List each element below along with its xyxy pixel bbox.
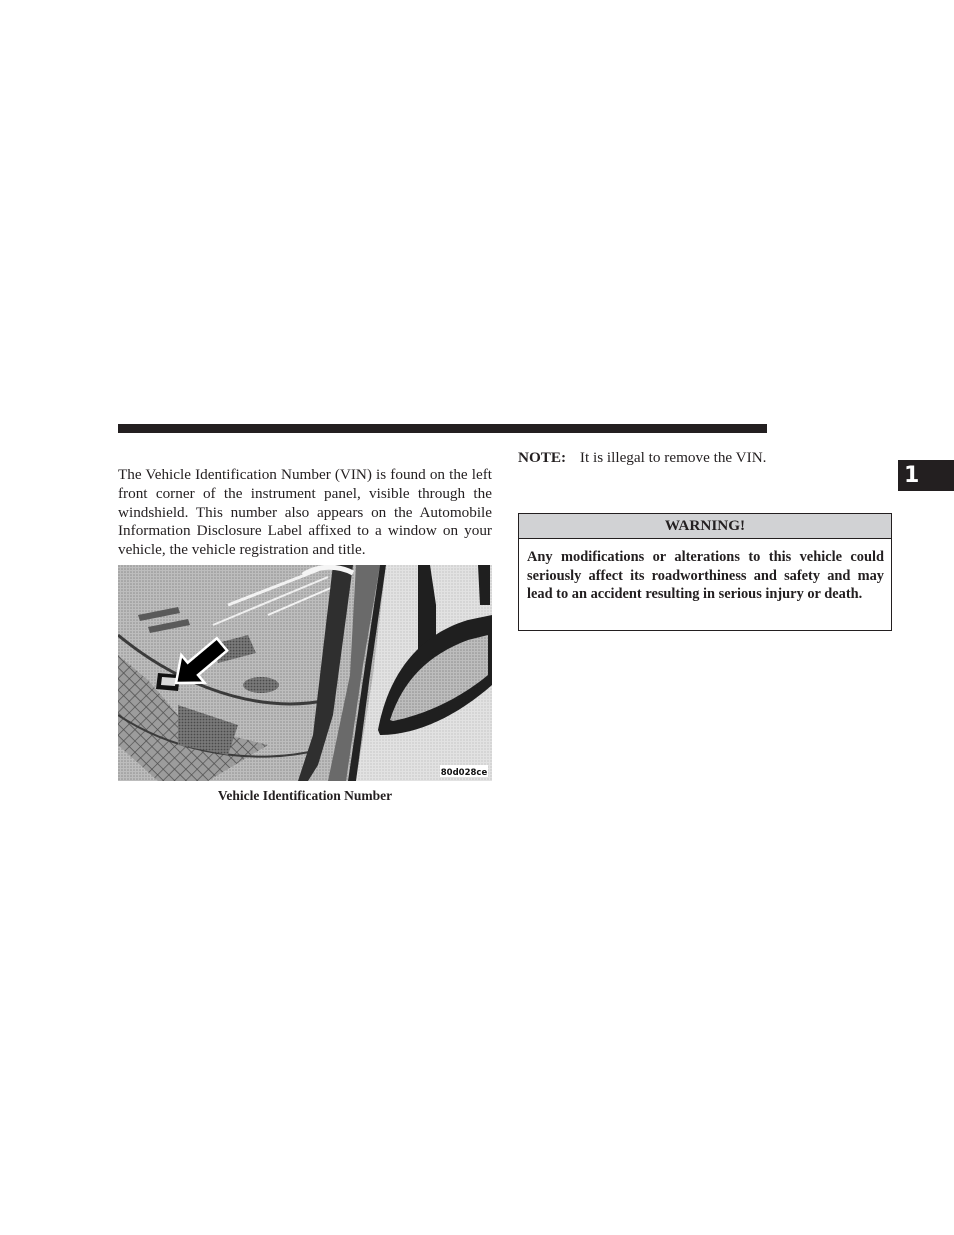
- section-rule: [118, 424, 767, 433]
- warning-box: [518, 513, 892, 631]
- vin-location-photo: [118, 565, 492, 781]
- vin-paragraph: The Vehicle Identification Number (VIN) is found on the left front corner of the instrument panel, visible through the windshield. This number also appears on the Automobile Information Disclosure Label affixed to a window on your vehicle, the vehicle registration and title.: [118, 466, 492, 559]
- note-text: It is illegal to remove the VIN.: [579, 449, 767, 466]
- note-label: NOTE:: [518, 449, 567, 466]
- figure-caption: Vehicle Identification Number: [217, 788, 393, 803]
- figure-code: 80d028ce: [440, 768, 488, 778]
- warning-title: WARNING!: [519, 514, 891, 539]
- chapter-tab: [898, 460, 954, 491]
- warning-text: Any modifications or alterations to this vehicle could seriously affect its roadworthiness and safety and may lead to an accident resulting in serious injury or death.: [527, 549, 884, 602]
- note: [518, 449, 892, 468]
- chapter-number: 1: [904, 463, 920, 488]
